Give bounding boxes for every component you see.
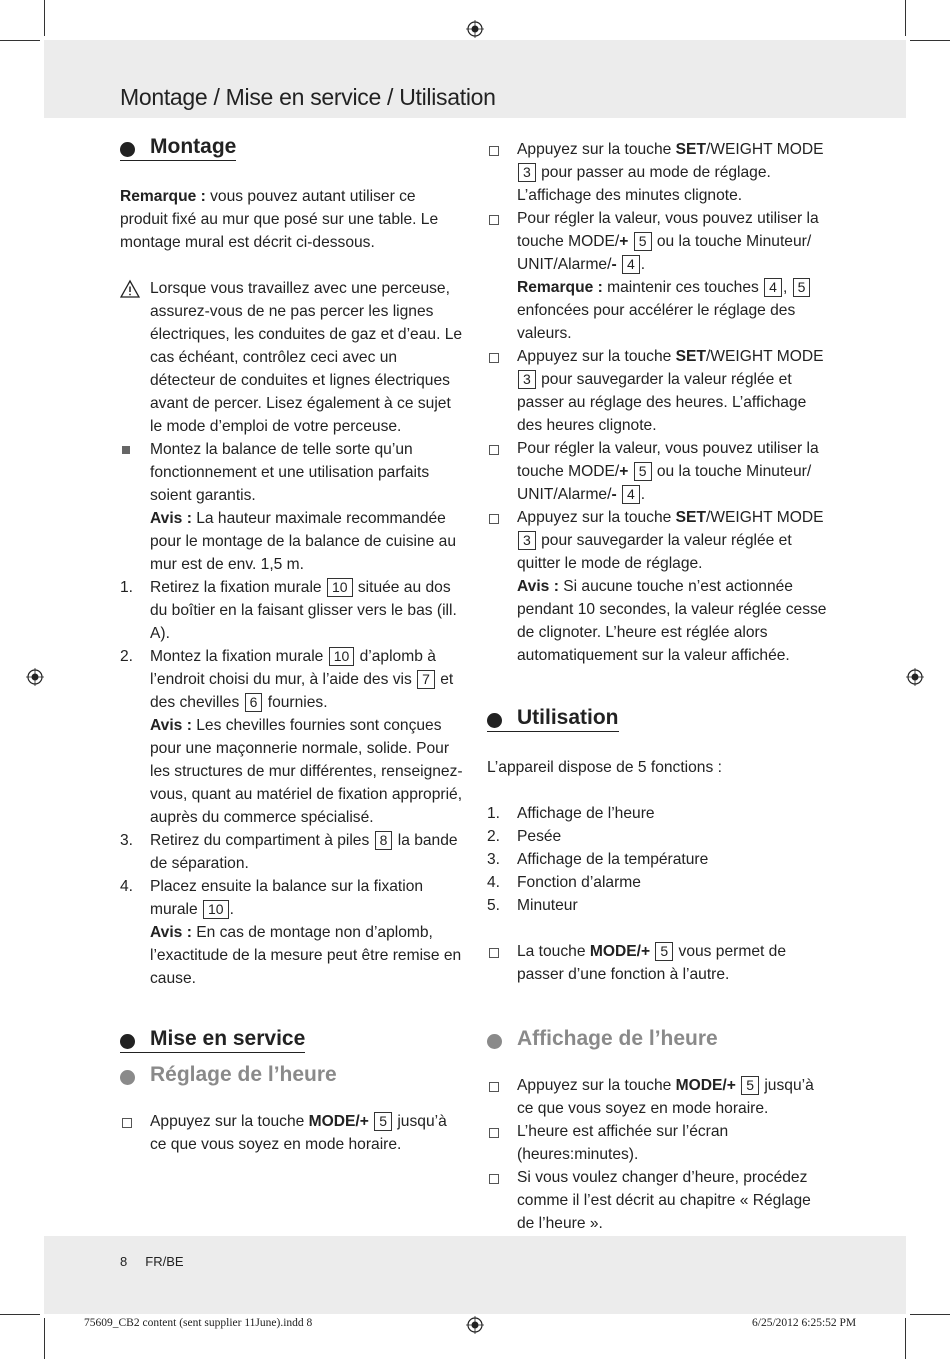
checkbox-bullet-icon [122, 1118, 132, 1128]
bullet-dot-icon [487, 1034, 502, 1049]
registration-mark-icon [466, 1316, 484, 1334]
step-number: 1. [120, 579, 134, 596]
step-text: Retirez du compartiment à piles [150, 832, 374, 849]
step-number: 4. [120, 878, 134, 895]
remarque-label: Remarque : [517, 279, 603, 296]
intro-text: L’appareil dispose de 5 fonctions : [487, 759, 722, 776]
function-number: 3. [487, 851, 501, 868]
part-number-box: 6 [245, 693, 263, 712]
crop-mark [905, 1318, 906, 1359]
section-title-text: Montage [150, 135, 237, 158]
key-label: - [611, 256, 617, 273]
list-item [487, 1166, 832, 1235]
list-item [120, 438, 465, 576]
crop-mark [905, 0, 906, 36]
avis-label: Avis : [150, 510, 192, 527]
item-text: vous permet de passer d’une fonction à l’autre. [517, 943, 787, 983]
item-text: Appuyez sur la touche [517, 141, 676, 158]
functions-list [487, 802, 832, 917]
section-title-text: Utilisation [517, 706, 619, 729]
avis-label: Avis : [517, 578, 559, 595]
bullet-dot-icon [120, 1070, 135, 1085]
page-number: 8 [120, 1254, 128, 1269]
left-column-lower [120, 1027, 465, 1156]
key-label: MODE [675, 1077, 723, 1094]
item-text: La touche [517, 943, 590, 960]
key-label: SET [675, 141, 706, 158]
footer-band [44, 1236, 906, 1314]
avis-label: Avis : [150, 924, 192, 941]
slug-date: 6/25/2012 6:25:52 PM [752, 1317, 857, 1329]
function-text: Minuteur [517, 897, 578, 914]
item-text: Appuyez sur la touche [150, 1113, 309, 1130]
step-text: située au dos du boîtier en la faisant glisser vers le bas (ill. A). [150, 579, 457, 642]
list-item [487, 506, 832, 667]
section-title-text: Réglage de l’heure [150, 1063, 337, 1086]
key-label: - [611, 486, 617, 503]
key-label: + [619, 463, 629, 480]
right-column-utilisation [487, 706, 832, 986]
item-text: /WEIGHT MODE [705, 509, 824, 526]
function-item [487, 825, 832, 848]
checkbox-bullet-icon [489, 514, 499, 524]
crop-mark [44, 1318, 45, 1359]
step-item [120, 576, 465, 645]
part-number-box: 5 [634, 462, 652, 481]
item-text: jusqu’à ce que vous soyez en mode horaire. [517, 1077, 814, 1117]
key-label: MODE [308, 1113, 356, 1130]
checkbox-bullet-icon [489, 1128, 499, 1138]
list-item [487, 345, 832, 437]
part-number-box: 3 [518, 531, 536, 550]
checkbox-bullet-icon [489, 1174, 499, 1184]
step-text: Montez la fixation murale [150, 648, 328, 665]
item-text: , [782, 279, 792, 296]
function-number: 2. [487, 828, 501, 845]
item-text: ou la touche Minuteur/ UNIT/Alarme/ [517, 463, 812, 503]
function-item [487, 848, 832, 871]
item-text: /WEIGHT MODE [705, 141, 824, 158]
section-title-text: Mise en service [150, 1027, 306, 1050]
function-text: Pesée [517, 828, 562, 845]
step-text: Placez ensuite la balance sur la fixation murale [150, 878, 424, 918]
crop-mark [0, 1314, 40, 1315]
list-item [487, 940, 832, 986]
registration-mark-icon [26, 668, 44, 686]
subsection-title-reglage [120, 1063, 337, 1088]
key-label: SET [675, 509, 706, 526]
part-number-box: 5 [793, 278, 811, 297]
function-item [487, 894, 832, 917]
list-item [487, 1074, 832, 1120]
section-title-affichage [487, 1027, 718, 1052]
part-number-box: 3 [518, 370, 536, 389]
part-number-box: 3 [518, 163, 536, 182]
key-label: /+ [355, 1113, 374, 1130]
key-label: /+ [636, 943, 655, 960]
step-text: et des chevilles [150, 671, 454, 711]
page-footer [120, 1254, 184, 1269]
step-text: d’aplomb à l’endroit choisi du mur, à l’aide des vis [150, 648, 436, 688]
function-text: Affichage de la température [517, 851, 709, 868]
function-number: 5. [487, 897, 501, 914]
bullet-dot-icon [487, 713, 502, 728]
remarque-text: vous pouvez autant utiliser ce produit fixé au mur que posé sur une table. Le montage mural est décrit ci-dessous. [120, 188, 439, 251]
key-label: SET [675, 348, 706, 365]
crop-mark [910, 40, 950, 41]
part-number-box: 5 [374, 1112, 392, 1131]
part-number-box: 5 [655, 942, 673, 961]
part-number-box: 10 [203, 900, 229, 919]
item-text: . [640, 256, 646, 273]
step-text: Retirez la fixation murale [150, 579, 326, 596]
item-text: Appuyez sur la touche [517, 1077, 676, 1094]
avis-text: Les chevilles fournies sont conçues pour une maçonnerie normale, solide. Pour les structures de mur différentes, renseignez-vous, quant au matériel de fixation approprié, auprès du commerce spécialisé. [150, 717, 463, 826]
item-text: pour sauvegarder la valeur réglée et passer au réglage des heures. L’affichage des heures clignote. [517, 371, 807, 434]
key-label: /+ [722, 1077, 741, 1094]
remarque-paragraph [120, 185, 465, 254]
list-item [487, 138, 832, 207]
item-text: jusqu’à ce que vous soyez en mode horaire. [150, 1113, 447, 1153]
item-text: Appuyez sur la touche [517, 348, 676, 365]
step-item [120, 875, 465, 990]
part-number-box: 4 [622, 255, 640, 274]
step-number: 3. [120, 832, 134, 849]
registration-mark-icon [906, 668, 924, 686]
language-code: FR/BE [145, 1254, 184, 1269]
item-text: L’heure est affichée sur l’écran (heures:minutes). [517, 1123, 729, 1163]
item-text: Pour régler la valeur, vous pouvez utiliser la touche MODE/ [517, 210, 819, 250]
part-number-box: 8 [375, 831, 393, 850]
avis-label: Avis : [150, 717, 192, 734]
square-bullet-icon [122, 446, 130, 454]
crop-mark [0, 40, 40, 41]
checkbox-bullet-icon [489, 1082, 499, 1092]
section-title-montage [120, 135, 236, 161]
warning-text: Lorsque vous travaillez avec une perceuse, assurez-vous de ne pas percer les lignes électriques, les conduites de gaz et d’eau. Le cas échéant, contrôlez ceci avec un détecteur de conduites et lignes électriques avant de percer. Lisez également à ce sujet le mode d’emploi de votre perceuse. [150, 280, 463, 435]
right-column-affichage [487, 1027, 832, 1235]
function-number: 4. [487, 874, 501, 891]
checkbox-bullet-icon [489, 948, 499, 958]
step-item [120, 829, 465, 875]
avis-text: La hauteur maximale recommandée pour le montage de la balance de cuisine au mur est de env. 1,5 m. [150, 510, 457, 573]
bullet-dot-icon [120, 142, 135, 157]
item-text: Si vous voulez changer d’heure, procédez comme il l’est décrit au chapitre « Réglage de l’heure ». [517, 1169, 811, 1232]
function-text: Affichage de l’heure [517, 805, 655, 822]
list-item [120, 1110, 465, 1156]
avis-text: En cas de montage non d’aplomb, l’exactitude de la mesure peut être remise en cause. [150, 924, 462, 987]
part-number-box: 4 [764, 278, 782, 297]
step-text: . [229, 901, 234, 918]
part-number-box: 10 [329, 647, 355, 666]
registration-mark-icon [466, 20, 484, 38]
item-text: ou la touche Minuteur/ UNIT/Alarme/ [517, 233, 812, 273]
page-title: Montage / Mise en service / Utilisation [120, 84, 496, 110]
checkbox-bullet-icon [489, 215, 499, 225]
warning-item [120, 277, 465, 438]
step-text: la bande de séparation. [150, 832, 458, 872]
function-text: Fonction d’alarme [517, 874, 641, 891]
checkbox-bullet-icon [489, 146, 499, 156]
key-label: MODE [589, 943, 637, 960]
part-number-box: 7 [417, 670, 435, 689]
item-text: Pour régler la valeur, vous pouvez utiliser la touche MODE/ [517, 440, 819, 480]
step-item [120, 645, 465, 829]
item-text: enfoncées pour accélérer le réglage des valeurs. [517, 302, 796, 342]
part-number-box: 5 [634, 232, 652, 251]
list-item [487, 1120, 832, 1166]
step-number: 2. [120, 648, 134, 665]
left-column [120, 135, 465, 990]
item-text: Montez la balance de telle sorte qu’un fonctionnement et une utilisation parfaits soient garantis. [150, 441, 430, 504]
section-title-utilisation [487, 706, 619, 732]
list-item [487, 437, 832, 506]
item-text: maintenir ces touches [602, 279, 764, 296]
crop-mark [910, 1314, 950, 1315]
step-text: fournies. [263, 694, 328, 711]
list-item [487, 207, 832, 345]
crop-mark [44, 0, 45, 36]
part-number-box: 10 [327, 578, 353, 597]
part-number-box: 5 [741, 1076, 759, 1095]
slug-filename: 75609_CB2 content (sent supplier 11June).indd 8 [84, 1317, 313, 1329]
item-text: pour sauvegarder la valeur réglée et quitter le mode de réglage. [517, 532, 792, 572]
right-column [487, 138, 832, 667]
checkbox-bullet-icon [489, 445, 499, 455]
avis-text: Si aucune touche n’est actionnée pendant 10 secondes, la valeur réglée cesse de clignoter. L’heure est réglée alors automatiquement sur la valeur affichée. [517, 578, 827, 664]
function-item [487, 871, 832, 894]
function-item [487, 802, 832, 825]
checkbox-bullet-icon [489, 353, 499, 363]
part-number-box: 4 [622, 485, 640, 504]
item-text: pour passer au mode de réglage. L’affichage des minutes clignote. [517, 164, 771, 204]
warning-triangle-icon [120, 279, 140, 299]
function-number: 1. [487, 805, 501, 822]
section-title-text: Affichage de l’heure [517, 1027, 718, 1050]
bullet-dot-icon [120, 1034, 135, 1049]
item-text: /WEIGHT MODE [705, 348, 824, 365]
remarque-label: Remarque : [120, 188, 206, 205]
item-text: . [640, 486, 646, 503]
key-label: + [619, 233, 629, 250]
item-text: Appuyez sur la touche [517, 509, 676, 526]
section-title-mise-en-service [120, 1027, 305, 1053]
